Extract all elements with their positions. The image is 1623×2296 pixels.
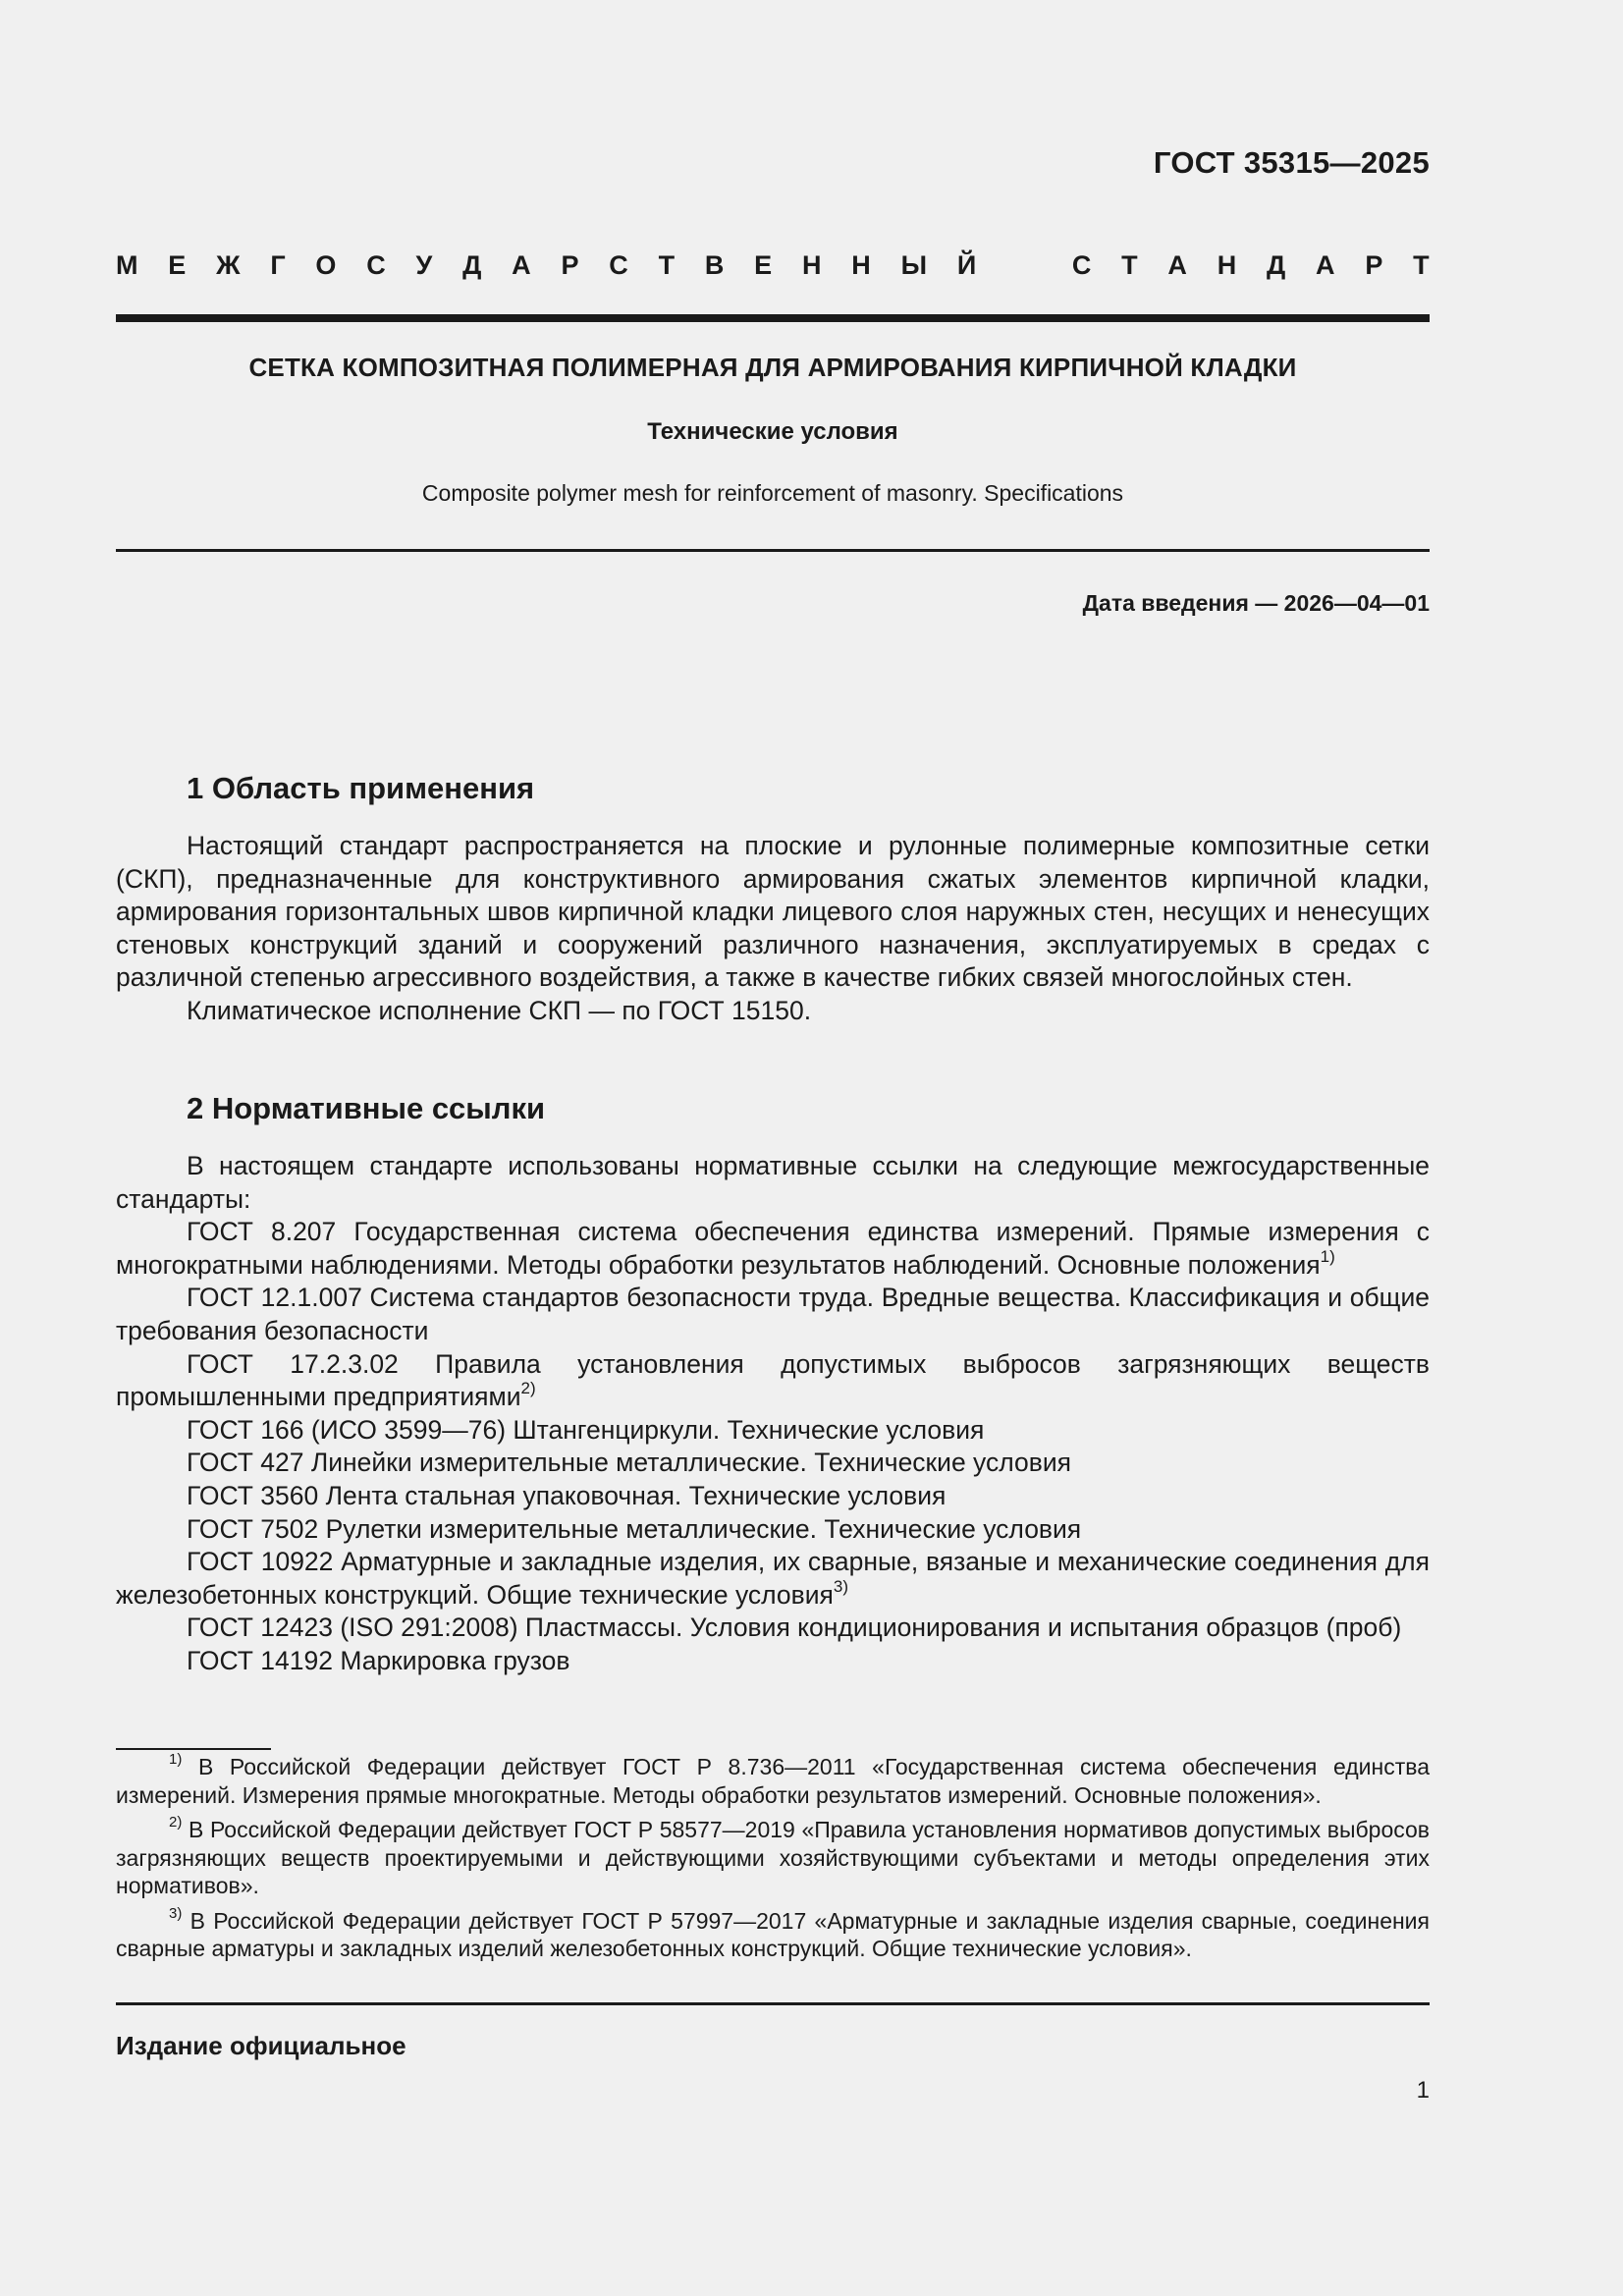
reference-item (116, 1348, 1430, 1414)
official-edition-label: Издание официальное (116, 2031, 406, 2060)
word-gap (1006, 250, 1042, 281)
footnote (116, 1816, 1430, 1900)
doc-number: ГОСТ 35315—2025 (1153, 145, 1430, 180)
standard-type-letter: Т (658, 250, 676, 280)
reference-item (116, 1480, 1430, 1513)
footnote-text: В Российской Федерации действует ГОСТ Р 57997—2017 «Арматурные и закладные изделия сварные, соединения сварные арматуры и закладных изделий железобетонных конструкций. Общие технические условия». (116, 1907, 1430, 1961)
footnote-text: В Российской Федерации действует ГОСТ Р 8.736—2011 «Государственная система обеспечения единства измерений. Измерения прямые многократные. Методы обработки результатов измерений. Основные положения». (116, 1754, 1430, 1808)
reference-text: ГОСТ 17.2.3.02 Правила установления допустимых выбросов загрязняющих веществ промышленными предприятиями (116, 1348, 1430, 1412)
standard-type-letter: Е (168, 250, 187, 280)
standard-type-letter: А (512, 250, 531, 280)
references-intro: В настоящем стандарте использованы нормативные ссылки на следующие межгосударственные стандарты: (116, 1151, 1430, 1214)
standard-type-letter: Е (754, 250, 773, 280)
section-references-body (116, 1150, 1430, 1678)
reference-item (116, 1282, 1430, 1347)
footnote (116, 1753, 1430, 1809)
standard-type-letter: Н (851, 250, 871, 280)
standard-type-letter: Г (270, 250, 286, 280)
standard-type-letter: С (1071, 250, 1092, 280)
title-divider (116, 549, 1430, 552)
standard-type-letter: Т (1121, 250, 1138, 280)
reference-text: ГОСТ 3560 Лента стальная упаковочная. Технические условия (187, 1480, 947, 1510)
section-scope-body (116, 830, 1430, 1028)
footnote-separator (116, 1748, 271, 1750)
standard-type-letter: Н (801, 250, 822, 280)
reference-item (116, 1612, 1430, 1645)
document-subtitle: Технические условия (647, 418, 898, 445)
standard-type-letter: О (315, 250, 337, 280)
standard-type-letter: В (704, 250, 725, 280)
page-number: 1 (1416, 2077, 1430, 2104)
english-title: Composite polymer mesh for reinforcement of masonry. Specifications (421, 480, 1124, 506)
footnote-mark[interactable]: 3) (833, 1576, 849, 1596)
scope-paragraph: Настоящий стандарт распространяется на плоские и рулонные полимерные композитные сетки (СКП), предназначенные для конструктивного армирования сжатых элементов кирпичной кладки, армирования горизонтальных швов кирпичной кладки лицевого слоя наружных стен, несущих и ненесущих стеновых конструкций зданий и сооружений различного назначения, эксплуатируемых в средах с различной степенью агрессивного воздействия, а также в качестве гибких связей многослойных стен. (116, 831, 1430, 993)
reference-text: ГОСТ 8.207 Государственная система обеспечения единства измерений. Прямые измерения с многократными наблюдениями. Методы обработки результатов наблюдений. Основные положения (116, 1217, 1430, 1280)
standard-type-letter: С (366, 250, 386, 280)
reference-item (116, 1513, 1430, 1547)
header-divider (116, 314, 1430, 322)
reference-text: ГОСТ 10922 Арматурные и закладные изделия, их сварные, вязаные и механические соединения для железобетонных конструкций. Общие технические условия (116, 1547, 1430, 1610)
standard-type-letter: Ы (900, 250, 928, 280)
footnote-number: 2) (169, 1814, 183, 1831)
standard-type-letter: Ж (216, 250, 241, 280)
reference-item (116, 1216, 1430, 1282)
footnote-number: 1) (169, 1751, 183, 1769)
reference-text: ГОСТ 427 Линейки измерительные металлические. Технические условия (187, 1448, 1071, 1478)
reference-text: ГОСТ 12.1.007 Система стандартов безопасности труда. Вредные вещества. Классификация и общие требования безопасности (116, 1283, 1430, 1345)
footer-divider (116, 2002, 1430, 2005)
standard-type (116, 250, 1430, 281)
standard-type-letter: С (609, 250, 628, 280)
footnote-number: 3) (169, 1904, 183, 1922)
standard-type-letter: У (415, 250, 433, 280)
standard-type-letter: Р (1365, 250, 1383, 280)
standard-type-letter: М (116, 250, 138, 280)
footnote-mark[interactable]: 1) (1320, 1246, 1335, 1266)
introduction-date: Дата введения — 2026—04—01 (1082, 590, 1430, 616)
footnote-mark[interactable]: 2) (520, 1379, 536, 1398)
standard-type-letter: Р (561, 250, 579, 280)
climate-paragraph: Климатическое исполнение СКП — по ГОСТ 15150. (187, 995, 812, 1025)
section-heading-references: 2 Нормативные ссылки (187, 1091, 546, 1125)
reference-text: ГОСТ 7502 Рулетки измерительные металлические. Технические условия (187, 1513, 1082, 1544)
footnote (116, 1904, 1430, 1963)
standard-type-letter: Д (1267, 250, 1286, 280)
reference-item (116, 1546, 1430, 1612)
standard-type-letter: Д (462, 250, 482, 280)
footnote-text: В Российской Федерации действует ГОСТ Р 58577—2019 «Правила установления нормативов допустимых выбросов загрязняющих веществ проектируемыми и действующими хозяйствующими субъектами и методы определения этих нормативов». (116, 1817, 1430, 1898)
reference-text: ГОСТ 12423 (ISO 291:2008) Пластмассы. Условия кондиционирования и испытания образцов (проб) (187, 1613, 1402, 1643)
standard-type-letter: Н (1217, 250, 1237, 280)
document-title: СЕТКА КОМПОЗИТНАЯ ПОЛИМЕРНАЯ ДЛЯ АРМИРОВАНИЯ КИРПИЧНОЙ КЛАДКИ (248, 353, 1297, 382)
reference-item (116, 1645, 1430, 1678)
standard-type-letter: Й (956, 250, 977, 280)
standard-type-letter: Т (1413, 250, 1430, 280)
reference-item (116, 1414, 1430, 1448)
standard-type-letter: А (1167, 250, 1187, 280)
reference-item (116, 1447, 1430, 1480)
standard-type-letter: А (1316, 250, 1335, 280)
footnotes (116, 1753, 1430, 1970)
reference-text: ГОСТ 14192 Маркировка грузов (187, 1645, 570, 1675)
section-heading-scope: 1 Область применения (187, 771, 535, 805)
reference-text: ГОСТ 166 (ИСО 3599—76) Штангенциркули. Технические условия (187, 1414, 985, 1445)
